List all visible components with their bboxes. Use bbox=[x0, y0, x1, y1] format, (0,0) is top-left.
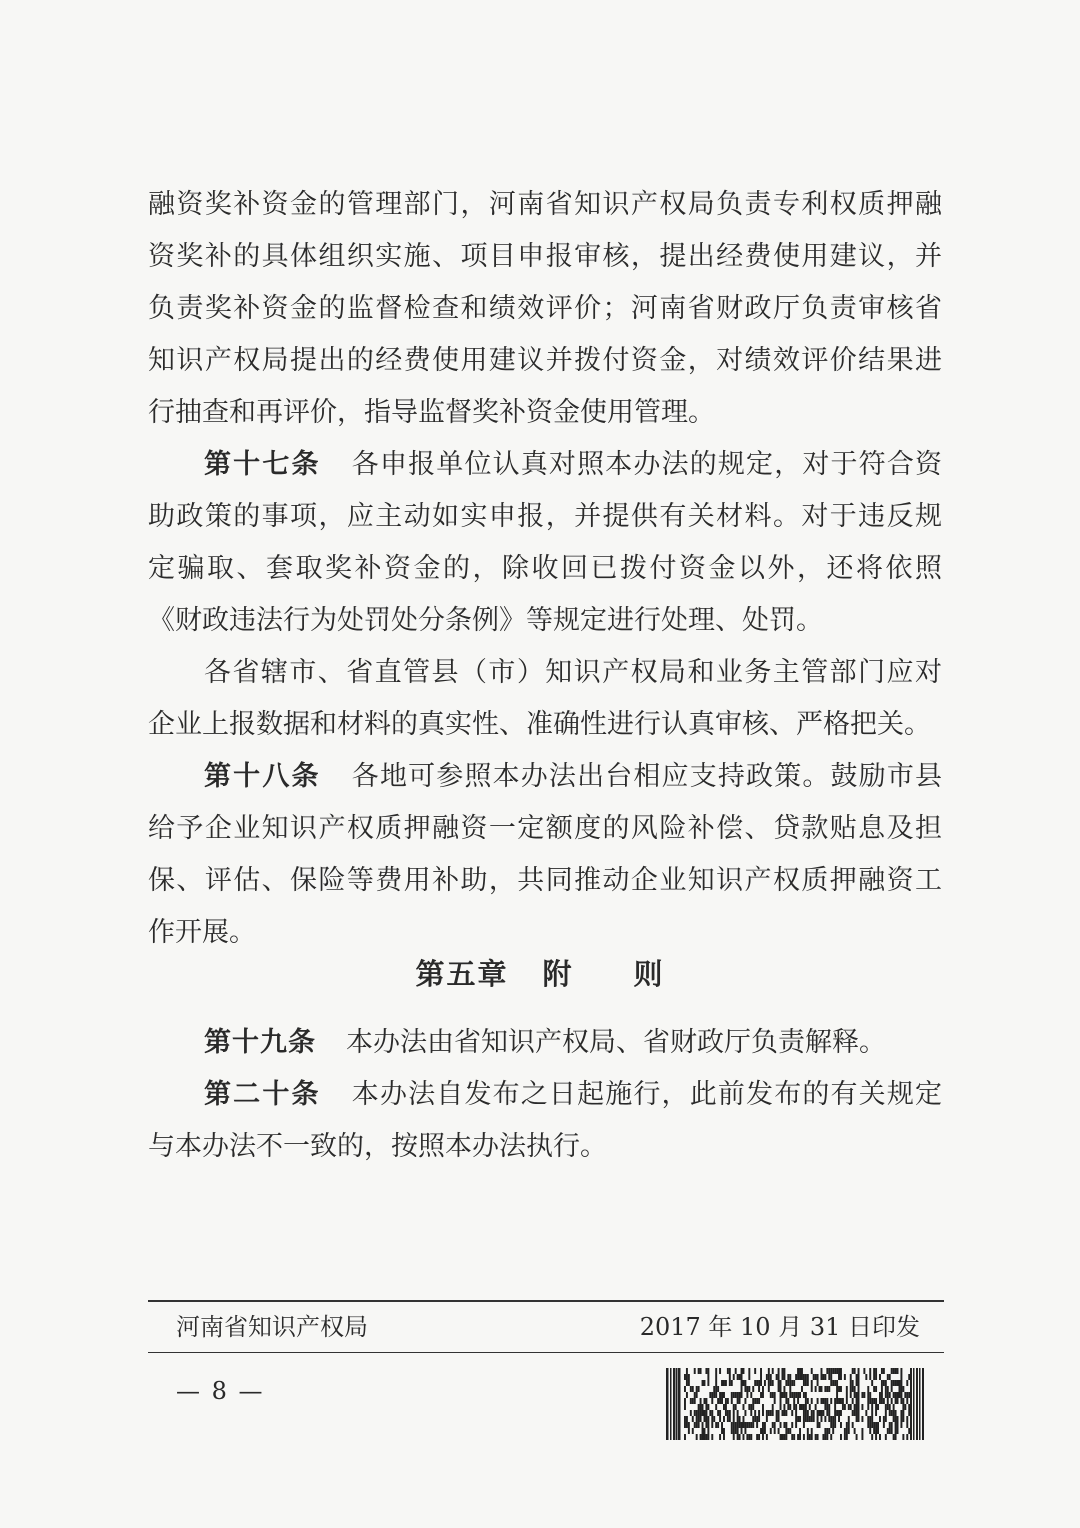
body-line: 助政策的事项，应主动如实申报，并提供有关材料。对于违反规 bbox=[148, 501, 942, 532]
article-19-line bbox=[204, 1025, 942, 1061]
article-20-first-line bbox=[204, 1077, 942, 1113]
body-line: 负责奖补资金的监督检查和绩效评价；河南省财政厅负责审核省 bbox=[148, 293, 942, 324]
body-line: 知识产权局提出的经费使用建议并拨付资金，对绩效评价结果进 bbox=[148, 345, 942, 376]
body-line: 《财政违法行为处罚处分条例》等规定进行处理、处罚。 bbox=[148, 605, 823, 636]
body-line: 保、评估、保险等费用补助，共同推动企业知识产权质押融资工 bbox=[148, 865, 942, 896]
page-number: — 8 — bbox=[176, 1377, 265, 1405]
article-19-label: 第十九条 bbox=[204, 1027, 316, 1058]
article-17-text: 各申报单位认真对照本办法的规定，对于符合资 bbox=[350, 449, 942, 480]
body-line: 行抽查和再评价，指导监督奖补资金使用管理。 bbox=[148, 397, 715, 428]
article-20-text: 本办法自发布之日起施行，此前发布的有关规定 bbox=[350, 1079, 942, 1110]
article-18-label: 第十八条 bbox=[204, 761, 321, 792]
body-line: 企业上报数据和材料的真实性、准确性进行认真审核、严格把关。 bbox=[148, 709, 931, 740]
body-line: 各省辖市、省直管县（市）知识产权局和业务主管部门应对 bbox=[204, 657, 942, 688]
chapter-title-char: 附 bbox=[542, 957, 574, 991]
chapter-number: 第五章 bbox=[415, 957, 509, 991]
footer-print-date: 2017 年 10 月 31 日印发 bbox=[639, 1313, 920, 1341]
body-line: 定骗取、套取奖补资金的，除收回已拨付资金以外，还将依照 bbox=[148, 553, 942, 584]
article-17-label: 第十七条 bbox=[204, 449, 321, 480]
body-line: 给予企业知识产权质押融资一定额度的风险补偿、贷款贴息及担 bbox=[148, 813, 942, 844]
body-line: 作开展。 bbox=[148, 917, 256, 948]
article-18-text: 各地可参照本办法出台相应支持政策。鼓励市县 bbox=[350, 761, 942, 792]
article-18-first-line bbox=[204, 759, 942, 795]
article-19-text: 本办法由省知识产权局、省财政厅负责解释。 bbox=[346, 1027, 886, 1058]
barcode-icon bbox=[666, 1368, 924, 1440]
article-17-first-line bbox=[204, 447, 942, 483]
footer-issuer: 河南省知识产权局 bbox=[176, 1313, 368, 1341]
body-line: 与本办法不一致的，按照本办法执行。 bbox=[148, 1131, 607, 1162]
body-line: 资奖补的具体组织实施、项目申报审核，提出经费使用建议，并 bbox=[148, 241, 942, 272]
body-line: 融资奖补资金的管理部门，河南省知识产权局负责专利权质押融 bbox=[148, 189, 942, 220]
footer-top-rule bbox=[148, 1300, 944, 1302]
chapter-heading bbox=[0, 952, 1080, 993]
footer-bottom-rule bbox=[148, 1352, 944, 1353]
chapter-title-char: 则 bbox=[633, 957, 665, 991]
article-20-label: 第二十条 bbox=[204, 1079, 321, 1110]
